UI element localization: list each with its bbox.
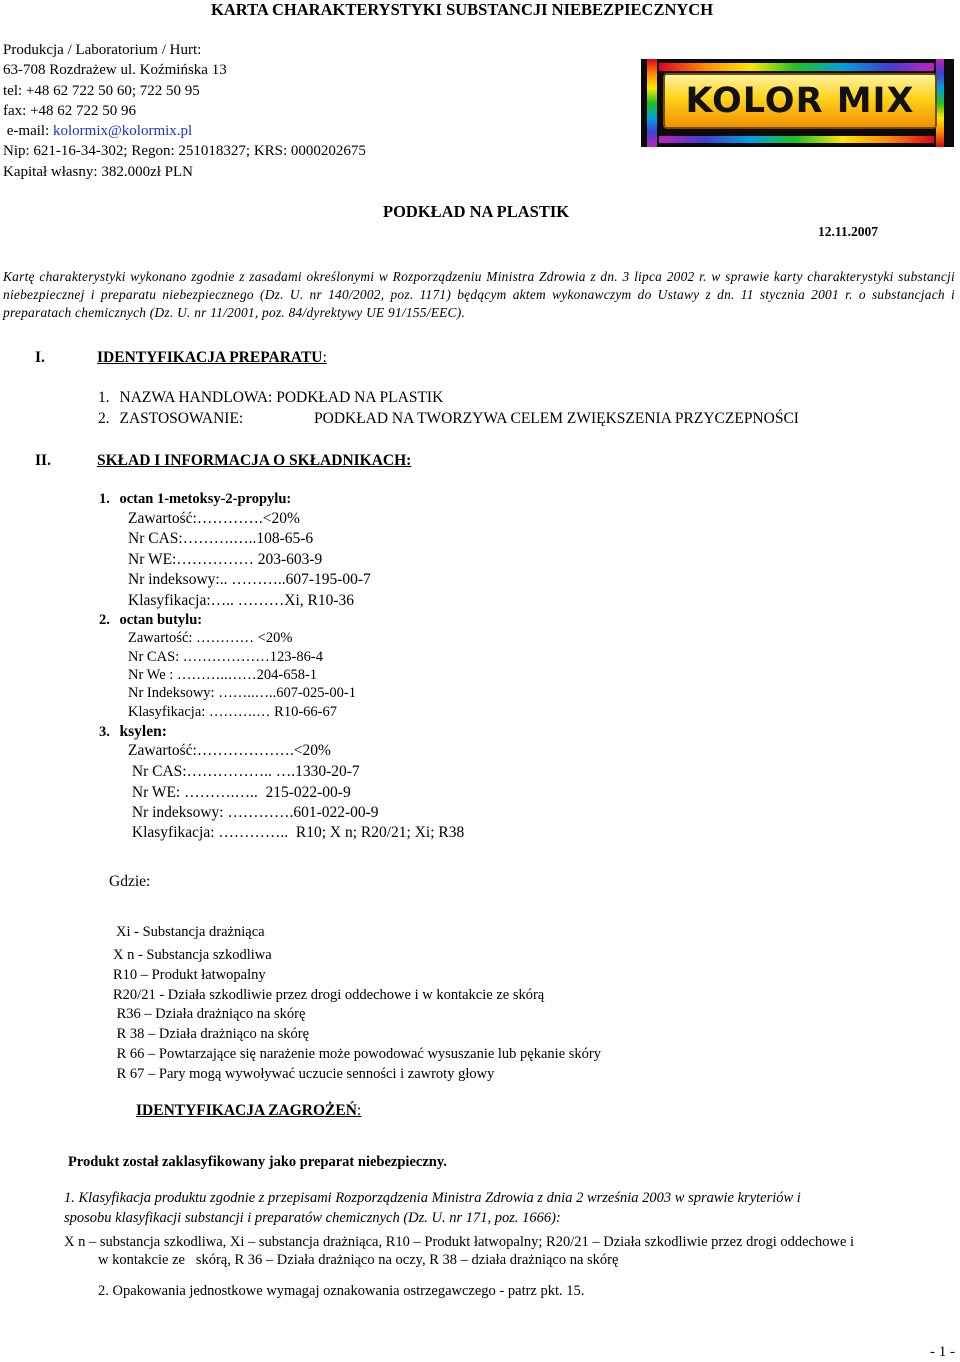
page-number: - 1 -: [930, 1344, 955, 1360]
section-1-title-text: IDENTYFIKACJA PREPARATU: [97, 349, 323, 366]
component-line: Nr We : ………..……204-658-1: [128, 667, 318, 683]
item-value: PODKŁAD NA TWORZYWA CELEM ZWIĘKSZENIA PRZYCZEPNOŚCI: [314, 410, 799, 427]
company-line: Nip: 621-16-34-302; Regon: 251018327; KRS: 0000202675: [3, 143, 366, 160]
logo-spectrum-top: [659, 63, 934, 71]
logo-spectrum-right: [936, 59, 944, 147]
component-line: Nr WE:…………… 203-603-9: [128, 551, 323, 568]
section-3-title-colon: :: [356, 1102, 362, 1119]
component-line: Nr Indeksowy: ……..…..607-025-00-1: [128, 685, 356, 701]
item-label: NAZWA HANDLOWA: PODKŁAD NA PLASTIK: [119, 389, 444, 406]
product-title: PODKŁAD NA PLASTIK: [383, 202, 570, 221]
component-line: Zawartość:……………….<20%: [128, 742, 331, 759]
component-name: octan butylu:: [119, 612, 203, 628]
component-line: Klasyfikacja:….. ………Xi, R10-36: [128, 592, 355, 609]
legend-item: X n - Substancja szkodliwa: [113, 947, 272, 963]
legend-item: R 67 – Pary mogą wywoływać uczucie senności i zawroty głowy: [113, 1066, 495, 1082]
section-1-title-colon: :: [322, 349, 327, 366]
section-2-title: SKŁAD I INFORMACJA O SKŁADNIKACH:: [97, 452, 412, 469]
component-header: [99, 723, 167, 741]
section-3-title: [136, 1102, 361, 1120]
company-line: Kapitał własny: 382.000zł PLN: [3, 163, 193, 180]
component-line: Nr CAS: ………………123-86-4: [128, 649, 323, 665]
logo-spectrum-left: [647, 59, 657, 147]
component-line: Nr indeksowy: ………….601-022-00-9: [128, 804, 379, 821]
legend-item: R10 – Produkt łatwopalny: [113, 967, 266, 983]
company-line: Produkcja / Laboratorium / Hurt:: [3, 42, 202, 58]
intro-paragraph: Kartę charakterystyki wykonano zgodnie z zasadami określonymi w Rozporządzeniu Ministra Zdrowia z dn. 3 lipca 2002 r. w sprawie karty charakterystyki substancji niebezpiecznej i preparatu niebezpiecznego (Dz. U. nr 140/2002, poz. 1171) będącym aktem wykonawczym do Ustawy z dn. 11 stycznia 2001 r. o substancjach i preparatach chemicznych (Dz. U. nr 11/2001, poz. 84/dyrektywy UE 91/155/EEC).: [3, 269, 955, 320]
component-name: octan 1-metoksy-2-propylu:: [119, 491, 292, 507]
classification-line: 1. Klasyfikacja produktu zgodnie z przepisami Rozporządzenia Ministra Zdrowia z dnia 2 września 2003 w sprawie kryteriów i: [64, 1190, 801, 1206]
legend-item: R 38 – Działa drażniąco na skórę: [113, 1026, 310, 1042]
component-line: Klasyfikacja: ………….. R10; X n; R20/21; Xi; R38: [128, 824, 465, 841]
item-label: ZASTOSOWANIE:: [119, 410, 244, 427]
component-line: Nr CAS:……….…..108-65-6: [128, 530, 314, 547]
company-line: tel: +48 62 722 50 60; 722 50 95: [3, 82, 200, 99]
email-label: e-mail:: [3, 123, 53, 140]
hazard-statement: Produkt został zaklasyfikowany jako preparat niebezpieczny.: [68, 1154, 447, 1170]
section-1-title: [97, 349, 327, 367]
component-header: [99, 491, 291, 508]
section-1-item: [98, 410, 243, 428]
company-info: [3, 40, 366, 182]
component-line: Klasyfikacja: ……….… R10-66-67: [128, 704, 338, 720]
legend-item: R20/21 - Działa szkodliwie przez drogi oddechowe i w kontakcie ze skórą: [113, 987, 545, 1003]
section-1-item: [98, 389, 443, 407]
section-3-title-text: IDENTYFIKACJA ZAGROŻEŃ: [136, 1102, 357, 1119]
classification-detail: w kontakcie ze skórą, R 36 – Działa drażniąco na oczy, R 38 – działa drażniąco na skórę: [98, 1252, 619, 1268]
logo-brand-text: KOLOR MIX: [663, 73, 937, 129]
component-line: Nr indeksowy:.. ………..607-195-00-7: [128, 571, 371, 588]
component-number: 1.: [99, 491, 110, 507]
component-number: 3.: [99, 724, 110, 740]
legend-item: R 66 – Powtarzające się narażenie może powodować wysuszanie lub pękanie skóry: [113, 1046, 601, 1062]
email-link[interactable]: kolormix@kolormix.pl: [52, 123, 193, 140]
company-line: 63-708 Rozdrażew ul. Koźmińska 13: [3, 62, 227, 79]
component-number: 2.: [99, 612, 110, 628]
classification-line: sposobu klasyfikacji substancji i preparatów chemicznych (Dz. U. nr 171, poz. 1666):: [64, 1210, 561, 1226]
where-label: Gdzie:: [109, 873, 151, 890]
item-number: 1.: [98, 389, 110, 406]
component-name: ksylen:: [119, 723, 167, 740]
legend-item: Xi - Substancja drażniąca: [116, 924, 265, 940]
company-line: fax: +48 62 722 50 96: [3, 102, 137, 119]
kolor-mix-logo: [641, 59, 954, 147]
classification-detail: X n – substancja szkodliwa, Xi – substancja drażniąca, R10 – Produkt łatwopalny; R20/21 – Działa szkodliwie przez drogi oddechowe i: [64, 1234, 855, 1250]
section-2-number: II.: [35, 452, 51, 469]
component-line: Nr WE: ……….….. 215-022-00-9: [128, 784, 351, 801]
document-date: 12.11.2007: [818, 224, 879, 239]
company-email-line: [3, 121, 366, 141]
packaging-note: 2. Opakowania jednostkowe wymagaj oznakowania ostrzegawczego - patrz pkt. 15.: [98, 1283, 585, 1299]
logo-spectrum-bottom: [659, 136, 934, 143]
document-title: KARTA CHARAKTERYSTYKI SUBSTANCJI NIEBEZPIECZNYCH: [211, 0, 714, 19]
component-line: Zawartość:………….<20%: [128, 510, 300, 527]
component-line: Zawartość: ………… <20%: [128, 630, 293, 646]
component-header: [99, 612, 202, 629]
legend-item: R36 – Działa drażniąco na skórę: [113, 1006, 306, 1022]
item-number: 2.: [98, 410, 110, 427]
component-line: Nr CAS:…………….. ….1330-20-7: [128, 763, 360, 780]
section-1-number: I.: [35, 349, 45, 366]
